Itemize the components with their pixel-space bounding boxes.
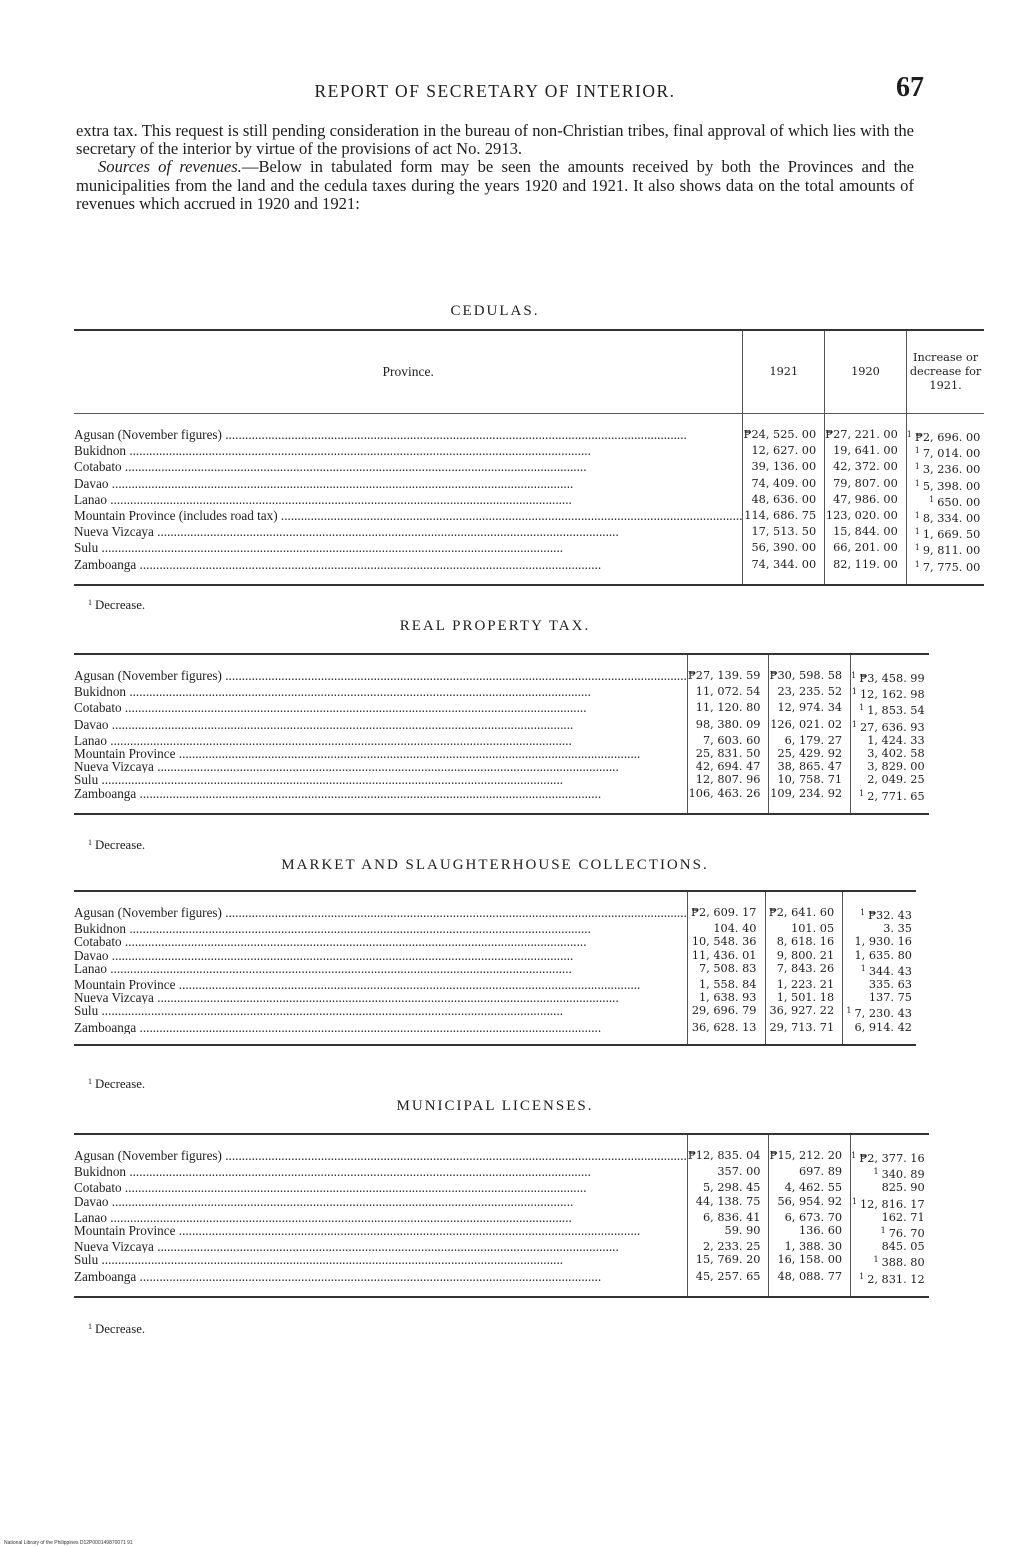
value-1920-cell: ₱2, 641. 60 <box>765 906 843 922</box>
change-cell: $^1$ 12, 816. 17 <box>851 1195 929 1211</box>
change-cell: 162. 71 <box>851 1211 929 1224</box>
change-cell: $^1$ 5, 398. 00 <box>906 477 984 493</box>
province-cell: Bukidnon ............................................................................................................................................ <box>74 1165 591 1180</box>
footnote-real-property-tax: $^1$ Decrease. <box>88 838 146 852</box>
province-cell: Nueva Vizcaya ............................................................................................................................................ <box>74 1240 619 1254</box>
change-cell: $^1$ 9, 811. 00 <box>906 541 984 557</box>
province-cell: Agusan (November figures) ............................................................................................................................................ <box>74 669 687 683</box>
province-cell: Cotabato ............................................................................................................................................ <box>74 935 587 949</box>
change-cell: $^1$ 3, 236. 00 <box>906 460 984 476</box>
footnote-cedulas: $^1$ Decrease. <box>88 598 146 612</box>
value-1921-cell: 74, 409. 00 <box>743 477 825 493</box>
header-1921: 1921 <box>743 330 825 414</box>
province-cell: Mountain Province (includes road tax) ............................................................................................................................................ <box>74 509 743 524</box>
change-cell: $^1$ 2, 771. 65 <box>851 787 929 803</box>
decrease-marker: 1 <box>851 1151 857 1160</box>
province-cell: Cotabato ............................................................................................................................................ <box>74 460 587 475</box>
province-cell: Nueva Vizcaya ............................................................................................................................................ <box>74 760 619 774</box>
value-1920-cell: 15, 844. 00 <box>825 525 907 541</box>
table-row <box>74 558 984 574</box>
decrease-marker: 1 <box>846 1006 852 1016</box>
table-row <box>74 787 929 803</box>
decrease-marker: 1 <box>851 687 857 697</box>
decrease-marker: 1 <box>914 478 920 488</box>
change-cell: 3. 35 <box>843 922 916 935</box>
table-row <box>74 1240 929 1253</box>
header-province: Province. <box>74 330 743 414</box>
value-1920-cell: 79, 807. 00 <box>825 477 907 493</box>
value-1921-cell: 1, 638. 93 <box>687 991 765 1004</box>
table-market-slaughterhouse <box>74 890 916 1046</box>
province-cell: Lanao ............................................................................................................................................ <box>74 961 572 976</box>
value-1921-cell: 11, 436. 01 <box>687 949 765 962</box>
province-cell: Mountain Province ............................................................................................................................................ <box>74 747 641 761</box>
table-row <box>74 734 929 747</box>
page-header <box>76 72 924 108</box>
province-cell: Lanao ............................................................................................................................................ <box>74 733 572 748</box>
decrease-marker: 1 <box>914 527 920 537</box>
change-cell: $^1$ ₱32. 43 <box>843 906 916 922</box>
value-1921-cell: 104. 40 <box>687 922 765 935</box>
decrease-marker: 1 <box>914 511 920 521</box>
value-1921-cell: 44, 138. 75 <box>687 1195 769 1211</box>
value-1921-cell: 11, 072. 54 <box>687 685 769 701</box>
change-cell: 3, 829. 00 <box>851 760 929 773</box>
province-cell: Agusan (November figures) ............................................................................................................................................ <box>74 906 687 920</box>
province-cell: Agusan (November figures) ............................................................................................................................................ <box>74 428 687 442</box>
table-row <box>74 444 984 460</box>
change-cell: 2, 049. 25 <box>851 773 929 786</box>
value-1920-cell: 82, 119. 00 <box>825 558 907 574</box>
value-1921-cell: 11, 120. 80 <box>687 701 769 717</box>
table-row <box>74 760 929 773</box>
scan-credit: National Library of the Philippines D12P000149870071 91 <box>4 1540 133 1546</box>
decrease-marker: 1 <box>873 1255 879 1265</box>
table-row <box>74 773 929 786</box>
value-1920-cell: 4, 462. 55 <box>769 1181 851 1194</box>
value-1920-cell: 29, 713. 71 <box>765 1021 843 1034</box>
decrease-marker: 1 <box>851 671 857 680</box>
change-cell: $^1$ 76. 70 <box>851 1224 929 1240</box>
value-1921-cell: 6, 836. 41 <box>687 1211 769 1224</box>
change-cell: $^1$ 7, 230. 43 <box>843 1004 916 1020</box>
change-cell: $^1$ ₱2, 696. 00 <box>906 428 984 444</box>
value-1921-cell: ₱12, 835. 04 <box>687 1149 769 1165</box>
decrease-marker: 1 <box>851 719 857 729</box>
value-1920-cell: 19, 641. 00 <box>825 444 907 460</box>
table-row <box>74 1149 929 1165</box>
value-1920-cell: 16, 158. 00 <box>769 1253 851 1269</box>
province-cell: Nueva Vizcaya ............................................................................................................................................ <box>74 991 619 1005</box>
province-cell: Mountain Province ............................................................................................................................................ <box>74 1224 641 1239</box>
table-row <box>74 935 916 948</box>
value-1920-cell: 101. 05 <box>765 922 843 935</box>
change-cell: $^1$ 388. 80 <box>851 1253 929 1269</box>
value-1920-cell: 8, 618. 16 <box>765 935 843 948</box>
province-cell: Sulu ............................................................................................................................................ <box>74 1004 564 1019</box>
province-cell: Sulu ............................................................................................................................................ <box>74 541 564 556</box>
value-1920-cell: 23, 235. 52 <box>769 685 851 701</box>
table-title-cedulas: CEDULAS. <box>450 303 540 319</box>
province-cell: Nueva Vizcaya ............................................................................................................................................ <box>74 525 619 540</box>
table-row <box>74 1270 929 1286</box>
change-cell: 1, 635. 80 <box>843 949 916 962</box>
value-1920-cell: ₱27, 221. 00 <box>825 428 907 444</box>
decrease-marker: 1 <box>859 703 865 713</box>
value-1920-cell: 38, 865. 47 <box>769 760 851 773</box>
value-1921-cell: 74, 344. 00 <box>743 558 825 574</box>
value-1921-cell: 56, 390. 00 <box>743 541 825 557</box>
value-1921-cell: 29, 696. 79 <box>687 1004 765 1020</box>
running-title: REPORT OF SECRETARY OF INTERIOR. <box>314 81 676 101</box>
value-1920-cell: 126, 021. 02 <box>769 718 851 734</box>
table-real-property-tax <box>74 653 929 815</box>
value-1920-cell: 12, 974. 34 <box>769 701 851 717</box>
decrease-marker: 1 <box>914 543 920 553</box>
table-row <box>74 922 916 935</box>
change-cell: $^1$ 1, 853. 54 <box>851 701 929 717</box>
province-cell: Bukidnon ............................................................................................................................................ <box>74 444 591 459</box>
decrease-marker: 1 <box>880 1226 886 1236</box>
value-1920-cell: ₱15, 212. 20 <box>769 1149 851 1165</box>
table-row <box>74 525 984 541</box>
value-1921-cell: 7, 508. 83 <box>687 962 765 978</box>
table-cedulas <box>74 329 984 586</box>
province-cell: Agusan (November figures) ............................................................................................................................................ <box>74 1149 687 1163</box>
value-1920-cell: 10, 758. 71 <box>769 773 851 786</box>
decrease-marker: 1 <box>859 908 866 917</box>
change-cell: 6, 914. 42 <box>843 1021 916 1034</box>
change-cell: $^1$ 2, 831. 12 <box>851 1270 929 1286</box>
province-cell: Bukidnon ............................................................................................................................................ <box>74 685 591 700</box>
change-cell: $^1$ 8, 334. 00 <box>906 509 984 525</box>
change-cell: $^1$ 7, 775. 00 <box>906 558 984 574</box>
table-row <box>74 991 916 1004</box>
value-1921-cell: 357. 00 <box>687 1165 769 1181</box>
table-row <box>74 460 984 476</box>
table-row <box>74 1021 916 1034</box>
table-row <box>74 509 984 525</box>
table-title-real-property-tax: REAL PROPERTY TAX. <box>399 618 591 634</box>
value-1921-cell: 25, 831. 50 <box>687 747 769 760</box>
decrease-marker: 1 <box>859 788 865 798</box>
province-cell: Zamboanga ............................................................................................................................................ <box>74 1269 602 1284</box>
value-1920-cell: 47, 986. 00 <box>825 493 907 509</box>
value-1920-cell: 136. 60 <box>769 1224 851 1240</box>
value-1920-cell: 7, 843. 26 <box>765 962 843 978</box>
province-cell: Davao ............................................................................................................................................ <box>74 476 574 491</box>
province-cell: Zamboanga ............................................................................................................................................ <box>74 557 602 572</box>
intro-text <box>76 122 914 213</box>
change-cell: 335. 63 <box>843 978 916 991</box>
change-cell: $^1$ 340. 89 <box>851 1165 929 1181</box>
intro-paragraph-2-text: —Below in tabulated form may be seen the amounts received by both the Provinces and the municipalities from the land and the cedula taxes during the years 1920 and 1921. It also shows data on the total amounts of revenues which accrued in 1920 and 1921: <box>76 157 914 213</box>
value-1921-cell: 98, 380. 09 <box>687 718 769 734</box>
value-1921-cell: 106, 463. 26 <box>687 787 769 803</box>
province-cell: Davao ............................................................................................................................................ <box>74 717 574 732</box>
table-row <box>74 747 929 760</box>
change-cell: $^1$ 344. 43 <box>843 962 916 978</box>
table-row <box>74 1224 929 1240</box>
decrease-marker: 1 <box>906 430 912 439</box>
value-1921-cell: 48, 636. 00 <box>743 493 825 509</box>
value-1920-cell: 123, 020. 00 <box>825 509 907 525</box>
table-row <box>74 1211 929 1224</box>
table-row <box>74 701 929 717</box>
change-cell: 1, 424. 33 <box>851 734 929 747</box>
value-1920-cell: ₱30, 598. 58 <box>769 669 851 685</box>
value-1920-cell: 25, 429. 92 <box>769 747 851 760</box>
change-cell: 845. 05 <box>851 1240 929 1253</box>
table-row <box>74 493 984 509</box>
value-1921-cell: 45, 257. 65 <box>687 1270 769 1286</box>
value-1921-cell: 7, 603. 60 <box>687 734 769 747</box>
value-1921-cell: 15, 769. 20 <box>687 1253 769 1269</box>
decrease-marker: 1 <box>851 1196 857 1206</box>
value-1921-cell: ₱24, 525. 00 <box>743 428 825 444</box>
value-1921-cell: 10, 548. 36 <box>687 935 765 948</box>
value-1920-cell: 9, 800. 21 <box>765 949 843 962</box>
change-cell: $^1$ ₱3, 458. 99 <box>851 669 929 685</box>
province-cell: Zamboanga ............................................................................................................................................ <box>74 786 602 801</box>
section-heading: Sources of revenues. <box>98 157 242 177</box>
province-cell: Cotabato ............................................................................................................................................ <box>74 1181 587 1195</box>
province-cell: Sulu ............................................................................................................................................ <box>74 773 564 787</box>
province-cell: Sulu ............................................................................................................................................ <box>74 1253 564 1268</box>
value-1921-cell: 36, 628. 13 <box>687 1021 765 1034</box>
footnote-municipal-licenses: $^1$ Decrease. <box>88 1322 146 1336</box>
table-row <box>74 1165 929 1181</box>
value-1920-cell: 66, 201. 00 <box>825 541 907 557</box>
province-cell: Mountain Province ............................................................................................................................................ <box>74 978 641 992</box>
change-cell: 3, 402. 58 <box>851 747 929 760</box>
province-cell: Davao ............................................................................................................................................ <box>74 948 574 962</box>
table-row <box>74 428 984 444</box>
table-row <box>74 1181 929 1194</box>
table-row <box>74 1195 929 1211</box>
table-row <box>74 477 984 493</box>
header-change: Increase or decrease for 1921. <box>906 330 984 414</box>
value-1921-cell: ₱27, 139. 59 <box>687 669 769 685</box>
value-1920-cell: 6, 673. 70 <box>769 1211 851 1224</box>
table-row <box>74 685 929 701</box>
change-cell: $^1$ 7, 014. 00 <box>906 444 984 460</box>
intro-paragraph-2 <box>76 158 914 213</box>
value-1921-cell: 39, 136. 00 <box>743 460 825 476</box>
value-1921-cell: 12, 627. 00 <box>743 444 825 460</box>
value-1921-cell: 12, 807. 96 <box>687 773 769 786</box>
decrease-marker: 1 <box>929 494 935 504</box>
table-row <box>74 541 984 557</box>
value-1920-cell: 1, 388. 30 <box>769 1240 851 1253</box>
value-1920-cell: 42, 372. 00 <box>825 460 907 476</box>
table-row <box>74 669 929 685</box>
table-row <box>74 1004 916 1020</box>
table-row <box>74 949 916 962</box>
value-1920-cell: 56, 954. 92 <box>769 1195 851 1211</box>
value-1920-cell: 48, 088. 77 <box>769 1270 851 1286</box>
value-1920-cell: 36, 927. 22 <box>765 1004 843 1020</box>
table-municipal-licenses <box>74 1133 929 1298</box>
province-cell: Cotabato ............................................................................................................................................ <box>74 701 587 716</box>
value-1921-cell: 2, 233. 25 <box>687 1240 769 1253</box>
value-1921-cell: 59. 90 <box>687 1224 769 1240</box>
change-cell: $^1$ 27, 636. 93 <box>851 718 929 734</box>
change-cell: $^1$ ₱2, 377. 16 <box>851 1149 929 1165</box>
value-1921-cell: 5, 298. 45 <box>687 1181 769 1194</box>
change-cell: 825. 90 <box>851 1181 929 1194</box>
table-row <box>74 906 916 922</box>
value-1921-cell: 42, 694. 47 <box>687 760 769 773</box>
decrease-marker: 1 <box>914 559 920 569</box>
page-number: 67 <box>896 72 924 103</box>
value-1920-cell: 109, 234. 92 <box>769 787 851 803</box>
value-1921-cell: 1, 558. 84 <box>687 978 765 991</box>
province-cell: Bukidnon ............................................................................................................................................ <box>74 922 591 936</box>
table-row <box>74 718 929 734</box>
intro-paragraph-1: extra tax. This request is still pending consideration in the bureau of non-Christian tribes, final approval of which lies with the secretary of the interior by virtue of the provisions of act No. 2913. <box>76 121 914 159</box>
value-1921-cell: 114, 686. 75 <box>743 509 825 525</box>
change-cell: $^1$ 1, 669. 50 <box>906 525 984 541</box>
value-1921-cell: ₱2, 609. 17 <box>687 906 765 922</box>
value-1920-cell: 1, 223. 21 <box>765 978 843 991</box>
province-cell: Lanao ............................................................................................................................................ <box>74 492 572 507</box>
decrease-marker: 1 <box>860 963 866 973</box>
value-1920-cell: 6, 179. 27 <box>769 734 851 747</box>
change-cell: 1, 930. 16 <box>843 935 916 948</box>
table-row <box>74 1253 929 1269</box>
decrease-marker: 1 <box>859 1271 865 1281</box>
table-title-municipal-licenses: MUNICIPAL LICENSES. <box>396 1098 594 1114</box>
change-cell: $^1$ 650. 00 <box>906 493 984 509</box>
table-row <box>74 962 916 978</box>
header-1920: 1920 <box>825 330 907 414</box>
decrease-marker: 1 <box>914 462 920 472</box>
change-cell: 137. 75 <box>843 991 916 1004</box>
value-1920-cell: 1, 501. 18 <box>765 991 843 1004</box>
change-cell: $^1$ 12, 162. 98 <box>851 685 929 701</box>
value-1921-cell: 17, 513. 50 <box>743 525 825 541</box>
value-1920-cell: 697. 89 <box>769 1165 851 1181</box>
table-row <box>74 978 916 991</box>
footnote-market-slaughterhouse: $^1$ Decrease. <box>88 1077 146 1091</box>
decrease-marker: 1 <box>914 446 920 456</box>
province-cell: Zamboanga ............................................................................................................................................ <box>74 1020 602 1034</box>
province-cell: Davao ............................................................................................................................................ <box>74 1194 574 1209</box>
province-cell: Lanao ............................................................................................................................................ <box>74 1210 572 1225</box>
decrease-marker: 1 <box>873 1167 879 1177</box>
table-title-market-slaughterhouse: MARKET AND SLAUGHTERHOUSE COLLECTIONS. <box>281 857 709 873</box>
